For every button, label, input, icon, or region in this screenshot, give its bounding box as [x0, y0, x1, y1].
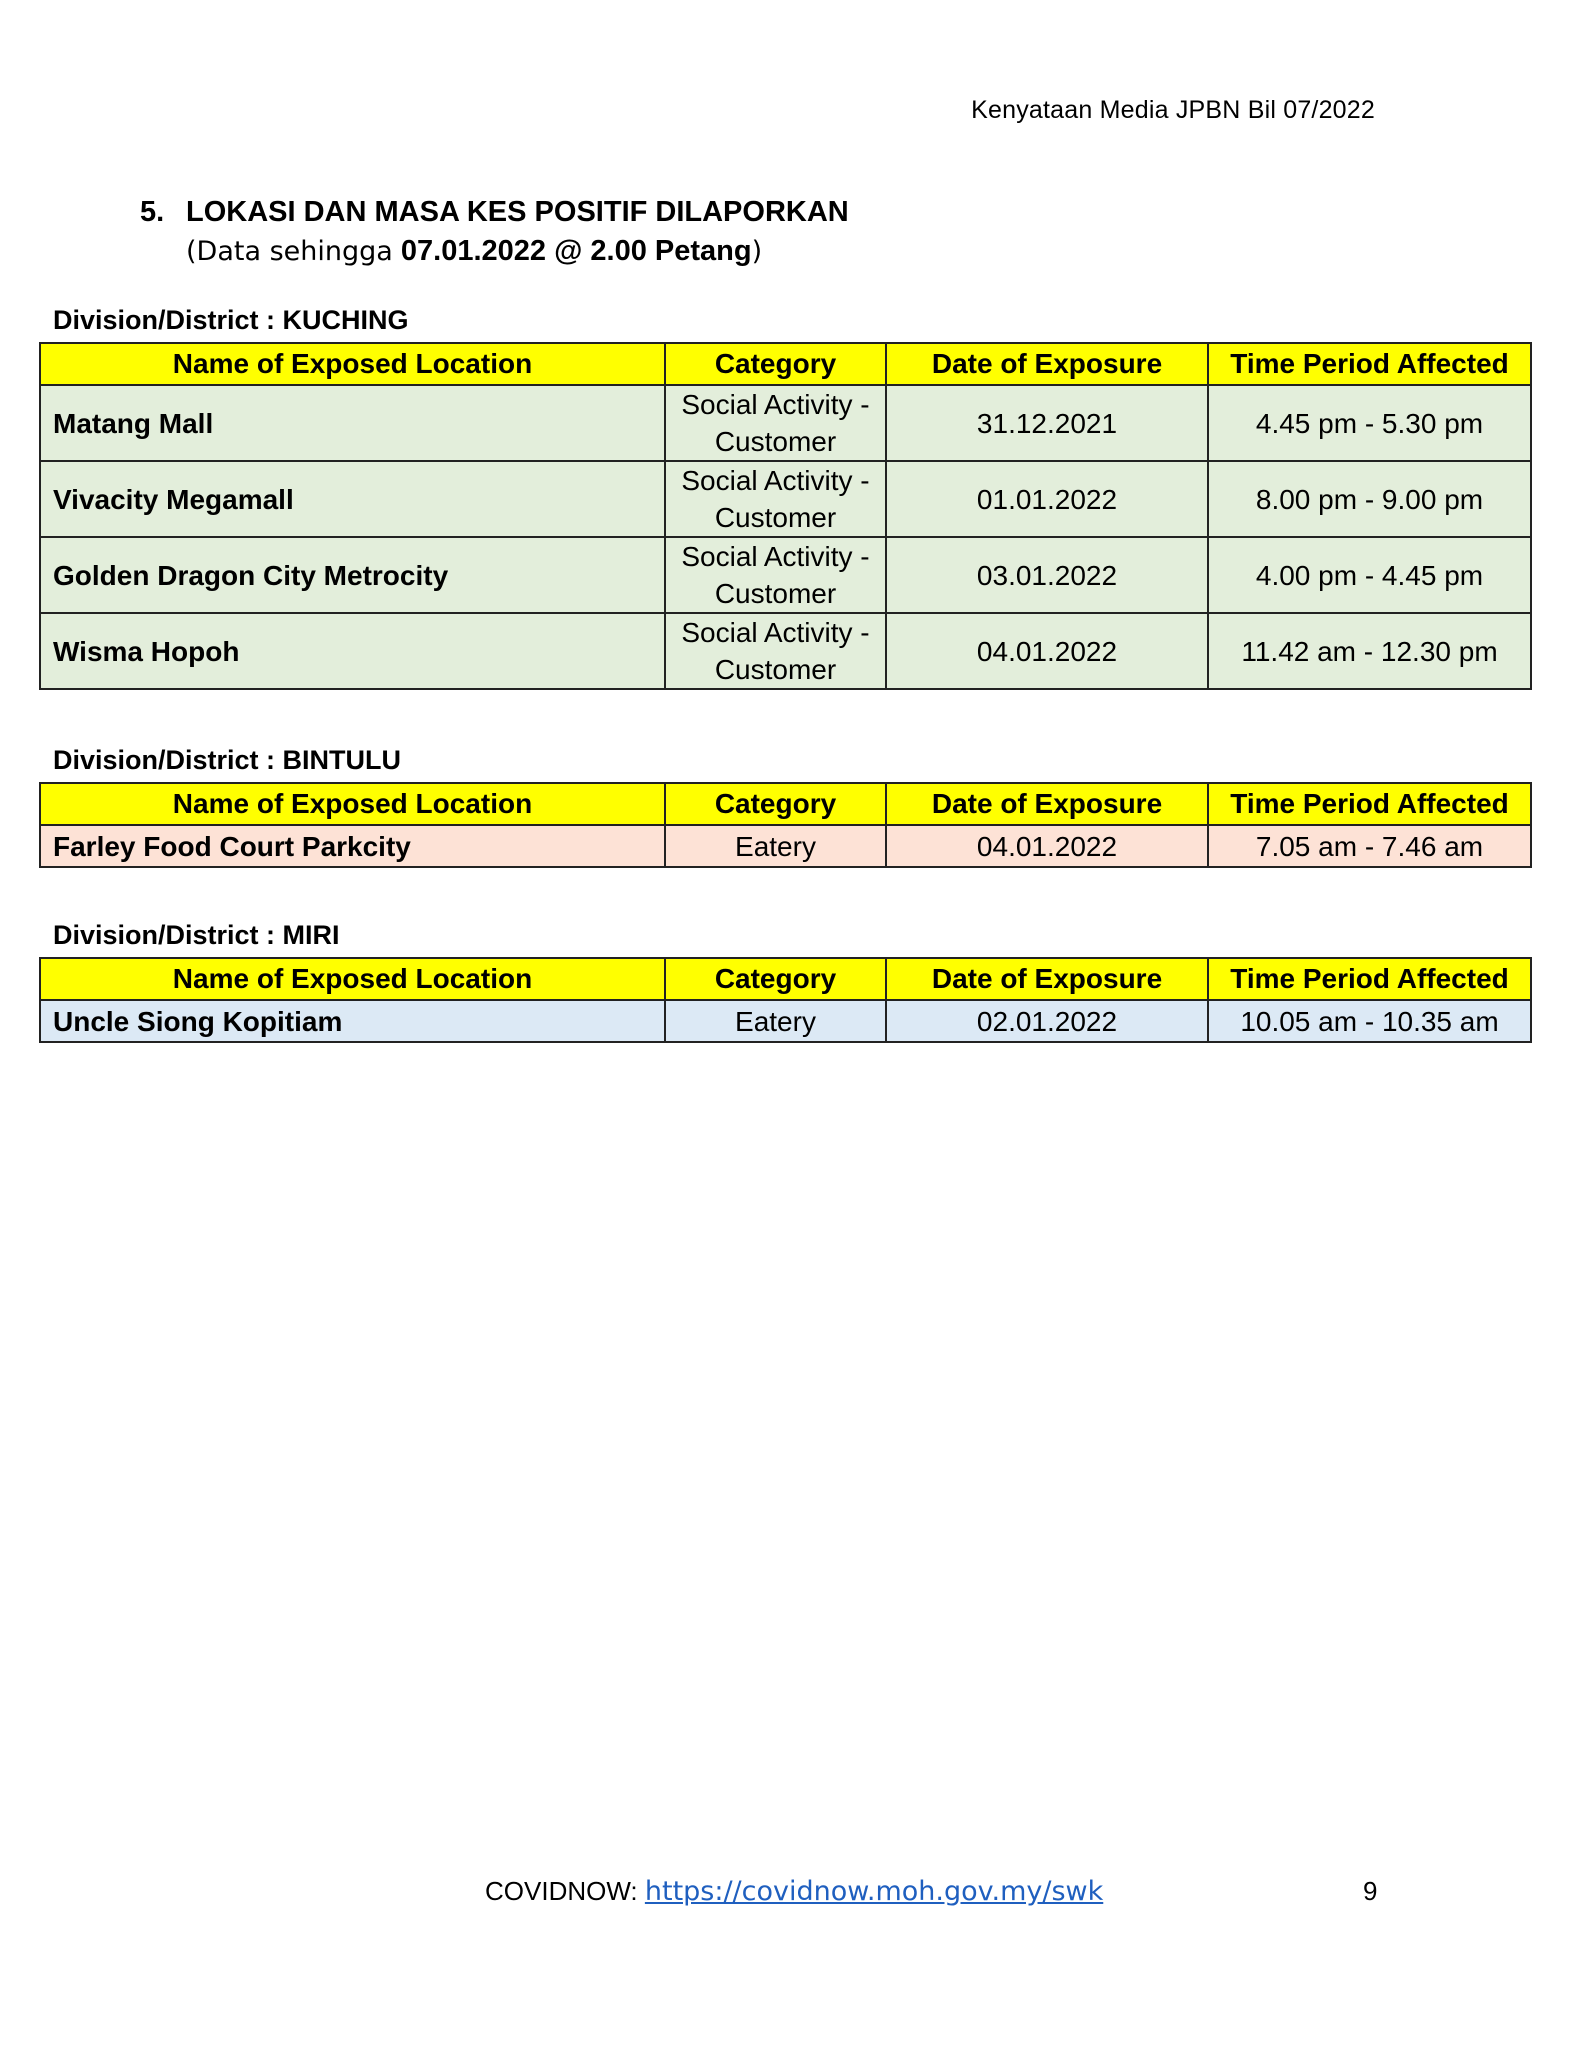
category-line-2: Customer	[714, 426, 837, 457]
cell-time: 11.42 am - 12.30 pm	[1208, 613, 1531, 689]
table-row	[40, 613, 1531, 689]
header-time: Time Period Affected	[1208, 343, 1531, 385]
district-label: Division/District : MIRI	[53, 920, 340, 950]
cell-category	[665, 461, 886, 537]
district-bintulu	[39, 742, 1530, 868]
covidnow-link[interactable]: https://covidnow.moh.gov.my/swk	[644, 1876, 1104, 1907]
header-category: Category	[665, 343, 886, 385]
header-category: Category	[665, 958, 886, 1000]
district-label: Division/District : KUCHING	[53, 305, 409, 335]
header-time: Time Period Affected	[1208, 958, 1531, 1000]
exposure-table-miri	[39, 957, 1532, 1043]
header-date: Date of Exposure	[886, 343, 1208, 385]
cell-location: Farley Food Court Parkcity	[40, 825, 665, 867]
category-line-2: Customer	[714, 654, 837, 685]
cell-date: 04.01.2022	[886, 825, 1208, 867]
category-line-1: Social Activity -	[681, 389, 870, 420]
page-number: 9	[1363, 1876, 1378, 1906]
cell-date: 31.12.2021	[886, 385, 1208, 461]
category-line-1: Social Activity -	[681, 465, 870, 496]
table-header-row	[40, 783, 1531, 825]
cell-category: Eatery	[665, 1000, 886, 1042]
category-line-1: Social Activity -	[681, 541, 870, 572]
category-line-2: Customer	[714, 502, 837, 533]
subtitle-open-paren: (	[186, 236, 197, 267]
footer-prefix: COVIDNOW:	[485, 1876, 638, 1906]
district-label: Division/District : BINTULU	[53, 745, 402, 775]
section-number: 5.	[140, 196, 165, 228]
table-row	[40, 461, 1531, 537]
table-header-row	[40, 958, 1531, 1000]
cell-location: Vivacity Megamall	[40, 461, 665, 537]
exposure-table-bintulu	[39, 782, 1532, 868]
section-subtitle	[186, 235, 762, 268]
cell-category	[665, 385, 886, 461]
cell-location: Uncle Siong Kopitiam	[40, 1000, 665, 1042]
cell-time: 4.00 pm - 4.45 pm	[1208, 537, 1531, 613]
subtitle-close-paren: )	[751, 236, 763, 267]
header-date: Date of Exposure	[886, 958, 1208, 1000]
header-location: Name of Exposed Location	[40, 343, 665, 385]
header-location: Name of Exposed Location	[40, 783, 665, 825]
table-row	[40, 537, 1531, 613]
statement-reference: Kenyataan Media JPBN Bil 07/2022	[971, 96, 1375, 124]
table-row	[40, 825, 1531, 867]
table-row	[40, 385, 1531, 461]
header-category: Category	[665, 783, 886, 825]
footer	[485, 1876, 1103, 1907]
cell-time: 4.45 pm - 5.30 pm	[1208, 385, 1531, 461]
header-time: Time Period Affected	[1208, 783, 1531, 825]
header-date: Date of Exposure	[886, 783, 1208, 825]
cell-time: 8.00 pm - 9.00 pm	[1208, 461, 1531, 537]
cell-time: 10.05 am - 10.35 am	[1208, 1000, 1531, 1042]
exposure-table-kuching	[39, 342, 1532, 690]
category-line-1: Social Activity -	[681, 617, 870, 648]
cell-date: 03.01.2022	[886, 537, 1208, 613]
cell-location: Matang Mall	[40, 385, 665, 461]
district-miri	[39, 917, 1530, 1043]
subtitle-prefix: Data sehingga	[196, 236, 393, 267]
subtitle-date: 07.01.2022 @ 2.00 Petang	[400, 235, 752, 267]
cell-time: 7.05 am - 7.46 am	[1208, 825, 1531, 867]
cell-category	[665, 537, 886, 613]
cell-category	[665, 613, 886, 689]
cell-category: Eatery	[665, 825, 886, 867]
table-row	[40, 1000, 1531, 1042]
district-kuching	[39, 302, 1530, 690]
table-header-row	[40, 343, 1531, 385]
cell-date: 04.01.2022	[886, 613, 1208, 689]
cell-location: Golden Dragon City Metrocity	[40, 537, 665, 613]
section-title: LOKASI DAN MASA KES POSITIF DILAPORKAN	[186, 196, 849, 228]
section-heading	[140, 196, 849, 229]
category-line-2: Customer	[714, 578, 837, 609]
cell-date: 02.01.2022	[886, 1000, 1208, 1042]
header-location: Name of Exposed Location	[40, 958, 665, 1000]
cell-location: Wisma Hopoh	[40, 613, 665, 689]
cell-date: 01.01.2022	[886, 461, 1208, 537]
